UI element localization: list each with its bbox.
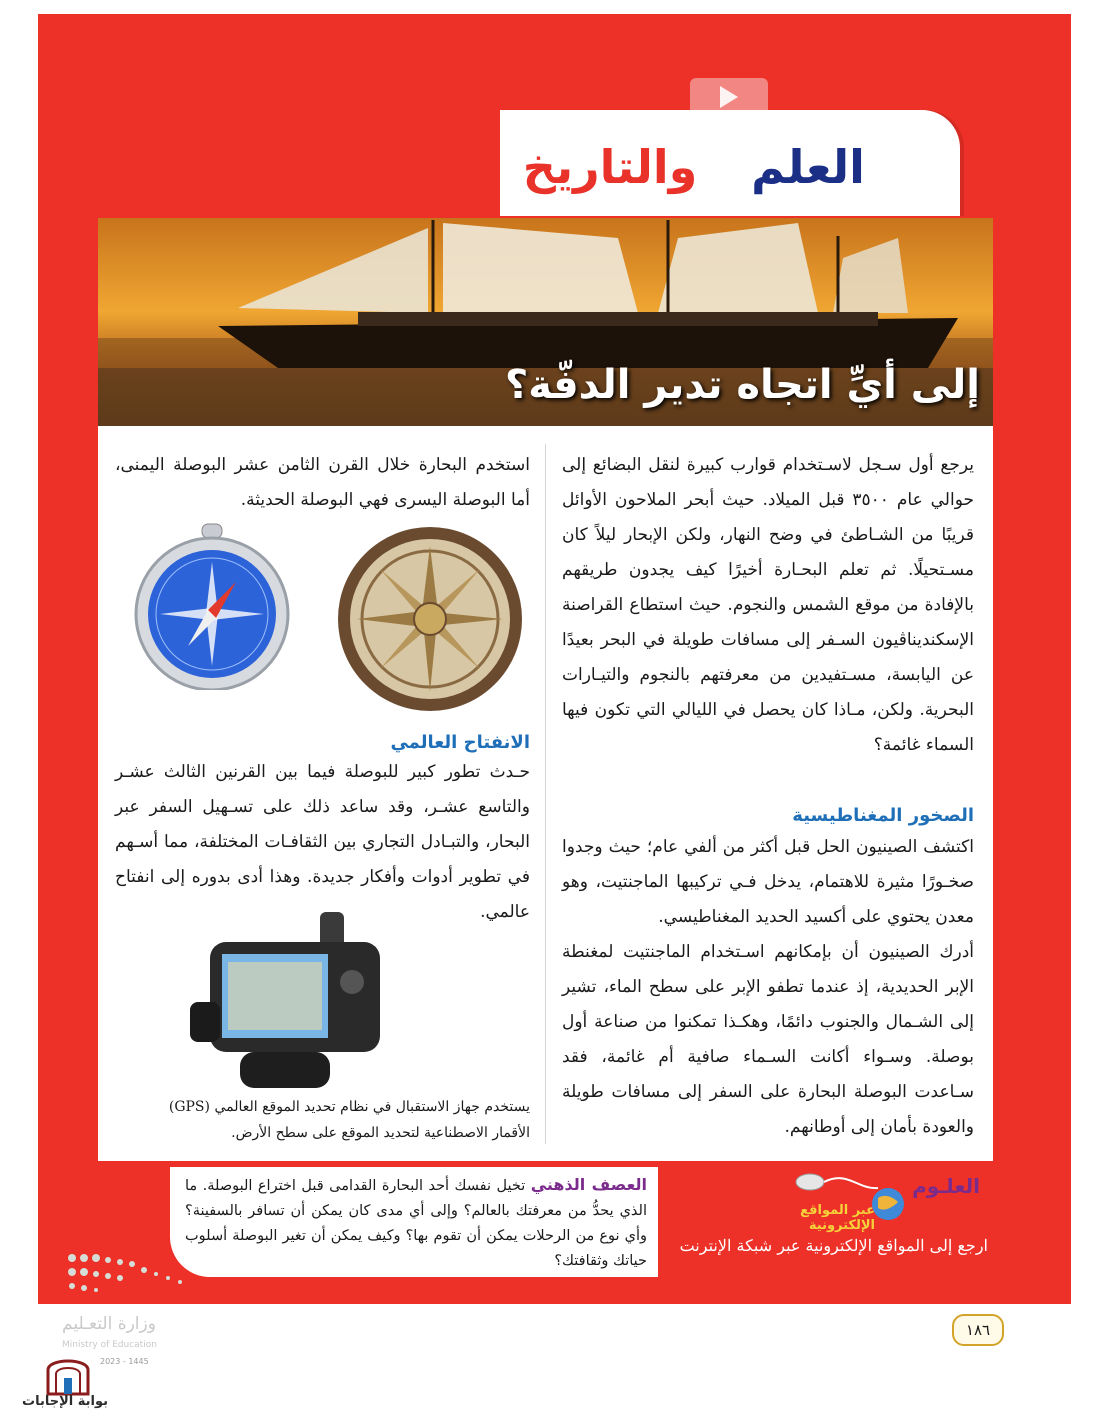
- hero-question-title: إلى أيِّ اتجاه تدير الدفّة؟: [505, 362, 980, 408]
- right-column: [562, 448, 974, 1148]
- brainstorm-title: العصف الذهني: [530, 1175, 647, 1194]
- antique-compass-image: [335, 524, 525, 714]
- gps-caption: يستخدم جهاز الاستقبال في نظام تحديد الموقع العالمي (GPS) الأقمار الاصطناعية لتحديد الموقع على سطح الأرض.: [168, 1099, 530, 1141]
- brainstorm-text: تخيل نفسك أحد البحارة القدامى قبل اختراع البوصلة. ما الذي يحدُّ من معرفتك بالعالم؟ وإلى أي مدى كان يمكن أن تسافر بالسفينة؟ وأي نوع من الرحلات يمكن أن تقوم بها؟ وكيف يمكن أن تغير البوصلة أسلوب حياتك وثقافتك؟: [185, 1178, 647, 1269]
- magnetic-rocks-paragraph-1: اكتشف الصينيون الحل قبل أكثر من ألفي عام؛ حيث وجدوا صخـورًا مثيرة للاهتمام، يدخل فـي تركيبها الماجنتيت، وهو معدن يحتوي على أكسيد الحديد المغناطيسي.: [562, 837, 974, 927]
- ministry-dots-icon: [62, 1248, 202, 1308]
- gps-device-icon: [180, 912, 390, 1092]
- page-number: ١٨٦: [952, 1314, 1004, 1346]
- modern-compass-icon: [128, 522, 296, 690]
- modern-compass-image: [128, 522, 296, 690]
- column-divider: [545, 444, 546, 1144]
- gps-caption-block: [130, 1094, 530, 1146]
- portal-logo: [44, 1350, 92, 1396]
- crop-mark: [0, 37, 22, 38]
- magnetic-rocks-paragraph-2: أدرك الصينيون أن بإمكانهم اسـتخدام الماجنتيت لمغنطة الإبر الحديدية، إذ عندما تطفو الإبر على سطح الماء، تشير إلى الشـمال والجنوب دائمًا، وهكـذا تمكنوا من صناعة أول بوصلة. وسـواء أكانت السـماء صافية أم غائمة، فقد سـاعدت البوصلة البحارة على السفر إلى مسافات طويلة والعودة بأمان إلى أوطانهم.: [562, 942, 974, 1137]
- web-science-subtitle: عبر المواقع الإلكترونية: [800, 1203, 875, 1233]
- ministry-name-english: Ministry of Education: [62, 1340, 157, 1350]
- global-openness-block: [115, 732, 530, 930]
- left-column: [115, 448, 530, 518]
- ministry-year: 2023 - 1445: [100, 1357, 149, 1366]
- ministry-name-arabic: وزارة التعـليم: [62, 1314, 156, 1334]
- portal-arch-icon: [44, 1350, 92, 1396]
- brainstorm-content: [185, 1172, 647, 1276]
- title-history: والتاريخ: [522, 140, 698, 194]
- web-science-title: العلـوم: [912, 1174, 980, 1198]
- global-openness-paragraph: حـدث تطور كبير للبوصلة فيما بين القرنين الثالث عشـر والتاسع عشـر، وقد ساعد ذلك على تسـهيل السفر عبر البحار، والتبـادل التجاري بين الثقافـات المختلفة، مما أسـهم في تطوير أدوات وأفكار جديدة. وهذا أدى بدوره إلى انفتاح عالمي.: [115, 762, 530, 922]
- portal-name: بوابة الإجابات: [22, 1394, 108, 1409]
- antique-compass-icon: [335, 524, 525, 714]
- compass-description: استخدم البحارة خلال القرن الثامن عشر البوصلة اليمنى، أما البوصلة اليسرى فهي البوصلة الحديثة.: [115, 455, 530, 510]
- global-openness-heading: الانفتاح العالمي: [390, 732, 530, 753]
- intro-paragraph: يرجع أول سـجل لاسـتخدام قوارب كبيرة لنقل البضائع إلى حوالي عام ٣٥٠٠ قبل الميلاد. حيث أبحر الملاحون الأوائل قريبًا من الشـاطئ في وضح النهار، ولكن الإبحار ليلاً كان مسـتحيلًا. ثم تعلم البحـارة أخيرًا كيف يجدون طريقهم بالإفادة من موقع الشمس والنجوم. حيث استطاع القراصنة الإسكنديناڤيون السـفر إلى مسافات طويلة في البحر بعيدًا عن اليابسة، مسـتفيدين من معرفتهم بالنجوم والتيـارات البحرية. ولكن، مـاذا كان يحصل في الليالي التي تكون فيها السماء غائمة؟: [562, 455, 974, 755]
- gps-device-image: [180, 912, 390, 1092]
- web-reference-link[interactable]: ارجع إلى المواقع الإلكترونية عبر شبكة الإنترنت: [679, 1236, 988, 1255]
- ministry-dots-logo: [62, 1248, 202, 1308]
- magnetic-rocks-heading: الصخور المغناطيسية: [792, 805, 974, 826]
- title-science: العلم: [751, 140, 865, 194]
